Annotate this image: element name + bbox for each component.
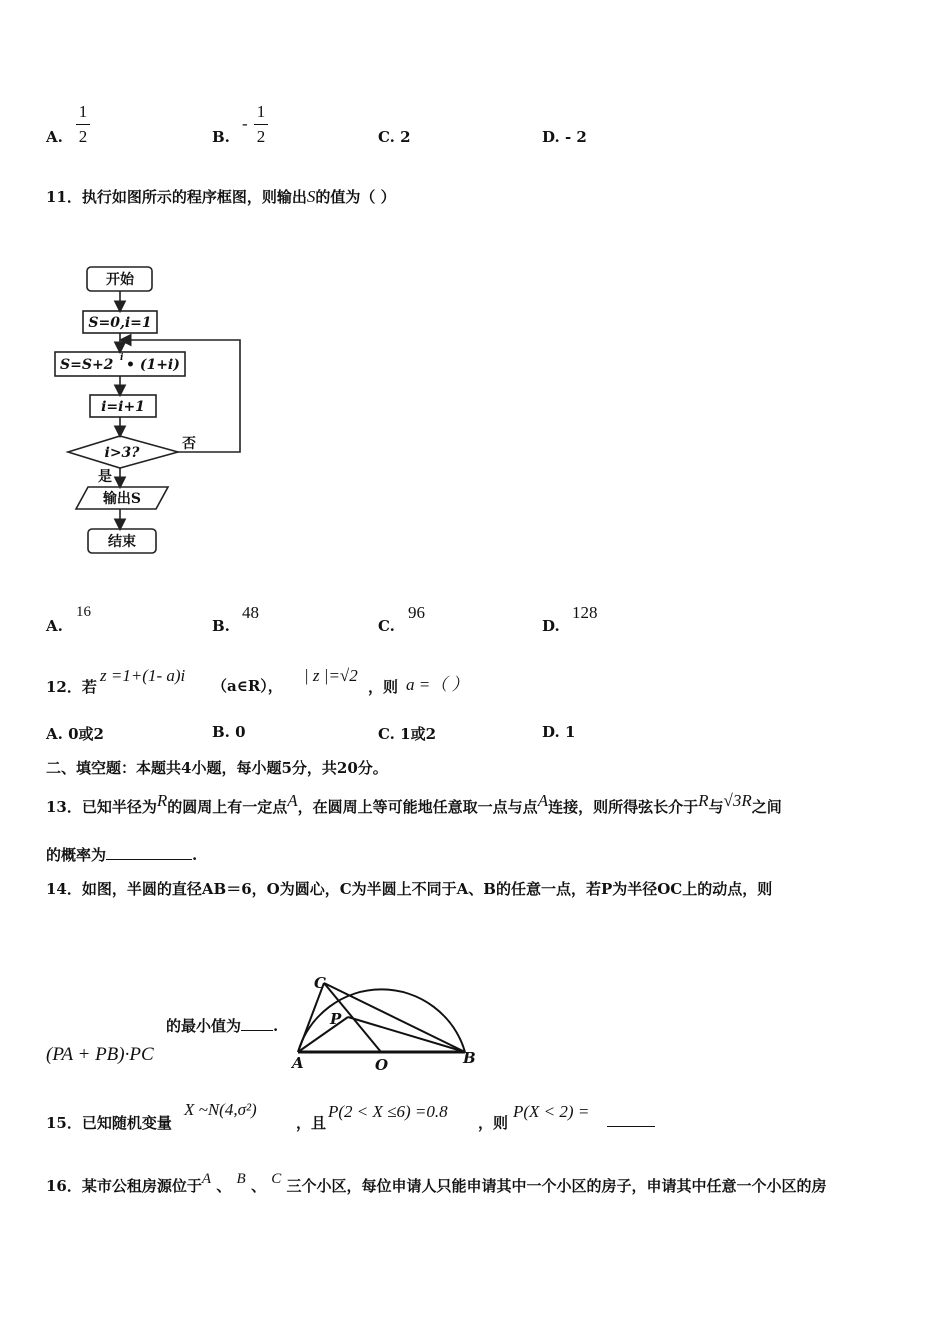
q15-p3: ，则 xyxy=(478,1114,509,1132)
q10-option-a-fraction: 1 2 xyxy=(76,102,90,147)
flowchart-update-right: • (1+i) xyxy=(126,357,180,373)
q15-distribution: X ~N(4,σ²) xyxy=(184,1100,257,1119)
q11-option-d-letter: D. xyxy=(542,617,560,635)
segment-cb xyxy=(324,983,465,1052)
q12-then: ，则 xyxy=(368,678,399,696)
flowchart-update-left: S=S+2 xyxy=(60,357,114,373)
q13-stem: 13．已知半径为R的圆周上有一定点A，在圆周上等可能地任意取一点与点A连接，则所得弦长介于R与√3R之间 xyxy=(46,791,782,816)
flowchart-init-label: S=0,i=1 xyxy=(88,315,152,331)
q12-condition: （a∈R）， xyxy=(212,677,283,695)
q14-expression: (PA + PB)·PC xyxy=(46,1044,154,1065)
q11-option-a-letter: A. xyxy=(46,617,63,635)
flowchart-decision-label: i>3? xyxy=(104,445,140,461)
q11-option-c-letter: C. xyxy=(378,617,395,635)
flowchart-update-exp: i xyxy=(120,353,124,363)
q10-option-a-letter: A. xyxy=(46,128,63,146)
q15-ask: P(X < 2) = xyxy=(513,1102,590,1121)
q11-option-d-value: 128 xyxy=(572,603,598,622)
semicircle-arc xyxy=(298,989,465,1052)
flowchart-increment-label: i=i+1 xyxy=(101,399,145,415)
label-c: C xyxy=(314,974,326,992)
q12-option-c: C. 1或2 xyxy=(378,725,437,743)
q10-option-b-letter: B. xyxy=(212,128,230,146)
q11-option-b-letter: B. xyxy=(212,617,230,635)
q12-formula: z =1+(1- a)i xyxy=(100,666,186,685)
q11-option-a-value: 16 xyxy=(76,604,91,620)
q15-p2: ，且 xyxy=(296,1114,327,1132)
q14-stem: 14．如图，半圆的直径AB＝6，O为圆心，C为半圆上不同于A、B的任意一点，若P为半径OC上的动点，则 xyxy=(46,880,773,898)
q11-option-b-value: 48 xyxy=(242,603,259,622)
q14-min-text: 的最小值为 . xyxy=(166,1017,279,1035)
label-p: P xyxy=(330,1010,342,1028)
flowchart-yes-label: 是 xyxy=(98,469,112,485)
q12-option-b: B. 0 xyxy=(212,723,246,741)
q12-ask: a =（ ） xyxy=(406,675,469,694)
q12-option-a: A. 0或2 xyxy=(46,725,104,743)
q12-abs: | z |=√2 xyxy=(304,666,358,685)
section-heading: 二、填空题：本题共4小题，每小题5分，共20分。 xyxy=(46,759,388,777)
flowchart-no-label: 否 xyxy=(182,436,196,452)
q11-option-c-value: 96 xyxy=(408,603,425,622)
label-a: A xyxy=(292,1054,304,1072)
segment-ac xyxy=(298,983,324,1052)
label-b: B xyxy=(463,1049,476,1067)
q10-option-c: C. 2 xyxy=(378,128,411,146)
q14-answer-blank[interactable] xyxy=(241,1030,273,1031)
flowchart-output-label: 输出S xyxy=(102,491,142,507)
q10-option-d: D. - 2 xyxy=(542,128,587,146)
label-o: O xyxy=(375,1056,389,1074)
q14-semicircle-diagram xyxy=(290,960,480,1075)
flowchart-start-label: 开始 xyxy=(106,272,134,288)
q15-answer-blank[interactable] xyxy=(607,1110,655,1127)
q13-line2: 的概率为 . xyxy=(46,846,198,864)
q10-option-b-fraction: 1 2 xyxy=(254,102,268,147)
q16-stem: 16．某市公租房源位于A 、 B 、 C 三个小区，每位申请人只能申请其中一个小区的房子，申请其中任意一个小区的房 xyxy=(46,1171,827,1195)
q12-option-d: D. 1 xyxy=(542,723,576,741)
q11-stem: 11．执行如图所示的程序框图，则输出S的值为（ ） xyxy=(46,187,396,206)
flowchart-end-label: 结束 xyxy=(108,534,136,550)
q12-prefix: 12．若 xyxy=(46,678,97,696)
q10-option-b-sign: - xyxy=(242,114,248,133)
q11-flowchart xyxy=(40,260,260,570)
q13-answer-blank[interactable] xyxy=(106,859,192,860)
q15-p1: 15．已知随机变量 xyxy=(46,1114,172,1132)
q15-probability: P(2 < X ≤6) =0.8 xyxy=(328,1102,448,1121)
